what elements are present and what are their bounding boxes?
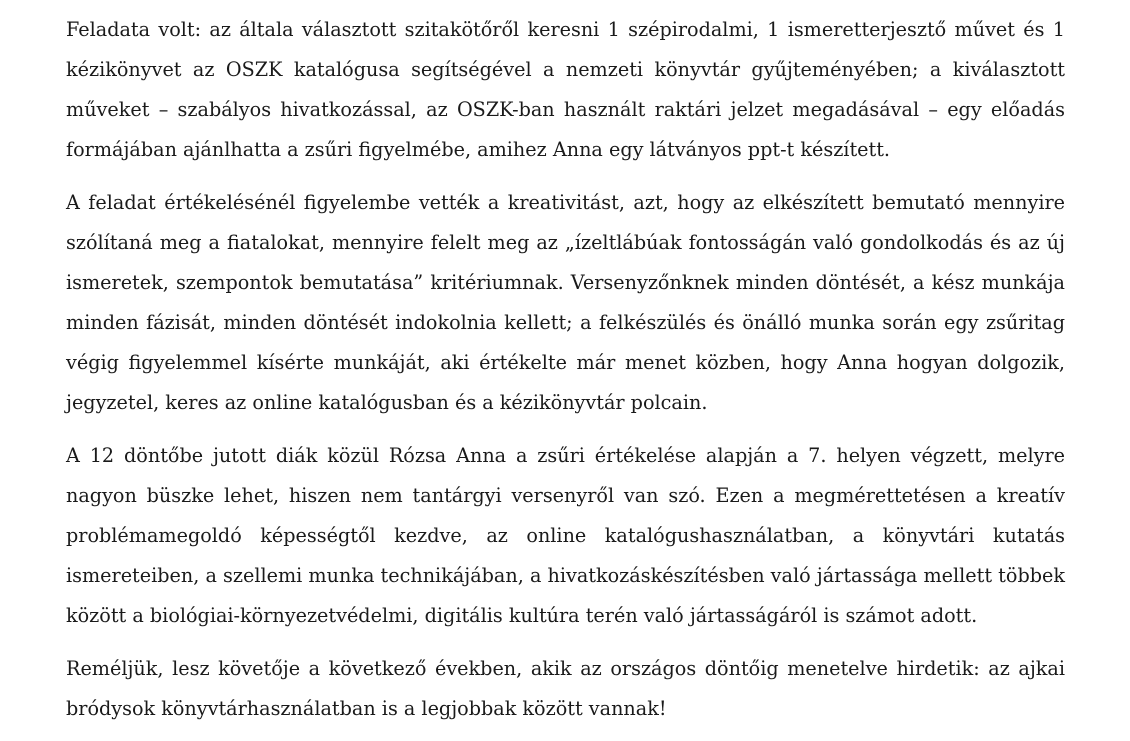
paragraph-result: A 12 döntőbe jutott diák közül Rózsa Anna a zsűri értékelése alapján a 7. helyen végzett, melyre nagyon büszke lehet, hiszen nem tantárgyi versenyről van szó. Ezen a megmérettetésen a kreatív problémamegoldó képességtől kezdve, az online katalógushasználatban, a könyvtári kutatás ismereteiben, a szellemi munka technikájában, a hivatkozáskészítésben való jártassága mellett többek között a biológiai-környezetvédelmi, digitális kultúra terén való jártasságáról is számot adott. [66, 444, 1065, 627]
document-body [66, 10, 1065, 729]
paragraph-task: Feladata volt: az általa választott szitakötőről keresni 1 szépirodalmi, 1 ismeretterjesztő művet és 1 kézikönyvet az OSZK katalógusa segítségével a nemzeti könyvtár gyűjteményében; a kiválasztott műveket – szabályos hivatkozással, az OSZK-ban használt raktári jelzet megadásával – egy előadás formájában ajánlhatta a zsűri figyelmébe, amihez Anna egy látványos ppt-t készített. [66, 18, 1065, 161]
paragraph-closing: Reméljük, lesz követője a következő években, akik az országos döntőig menetelve hirdetik: az ajkai bródysok könyvtárhasználatban is a legjobbak között vannak! [66, 657, 1065, 720]
paragraph-evaluation: A feladat értékelésénél figyelembe vették a kreativitást, azt, hogy az elkészített bemutató mennyire szólítaná meg a fiatalokat, mennyire felelt meg az „ízeltlábúak fontosságán való gondolkodás és az új ismeretek, szempontok bemutatása” kritériumnak. Versenyzőnknek minden döntését, a kész munkája minden fázisát, minden döntését indokolnia kellett; a felkészülés és önálló munka során egy zsűritag végig figyelemmel kísérte munkáját, aki értékelte már menet közben, hogy Anna hogyan dolgozik, jegyzetel, keres az online katalógusban és a kézikönyvtár polcain. [66, 191, 1065, 414]
